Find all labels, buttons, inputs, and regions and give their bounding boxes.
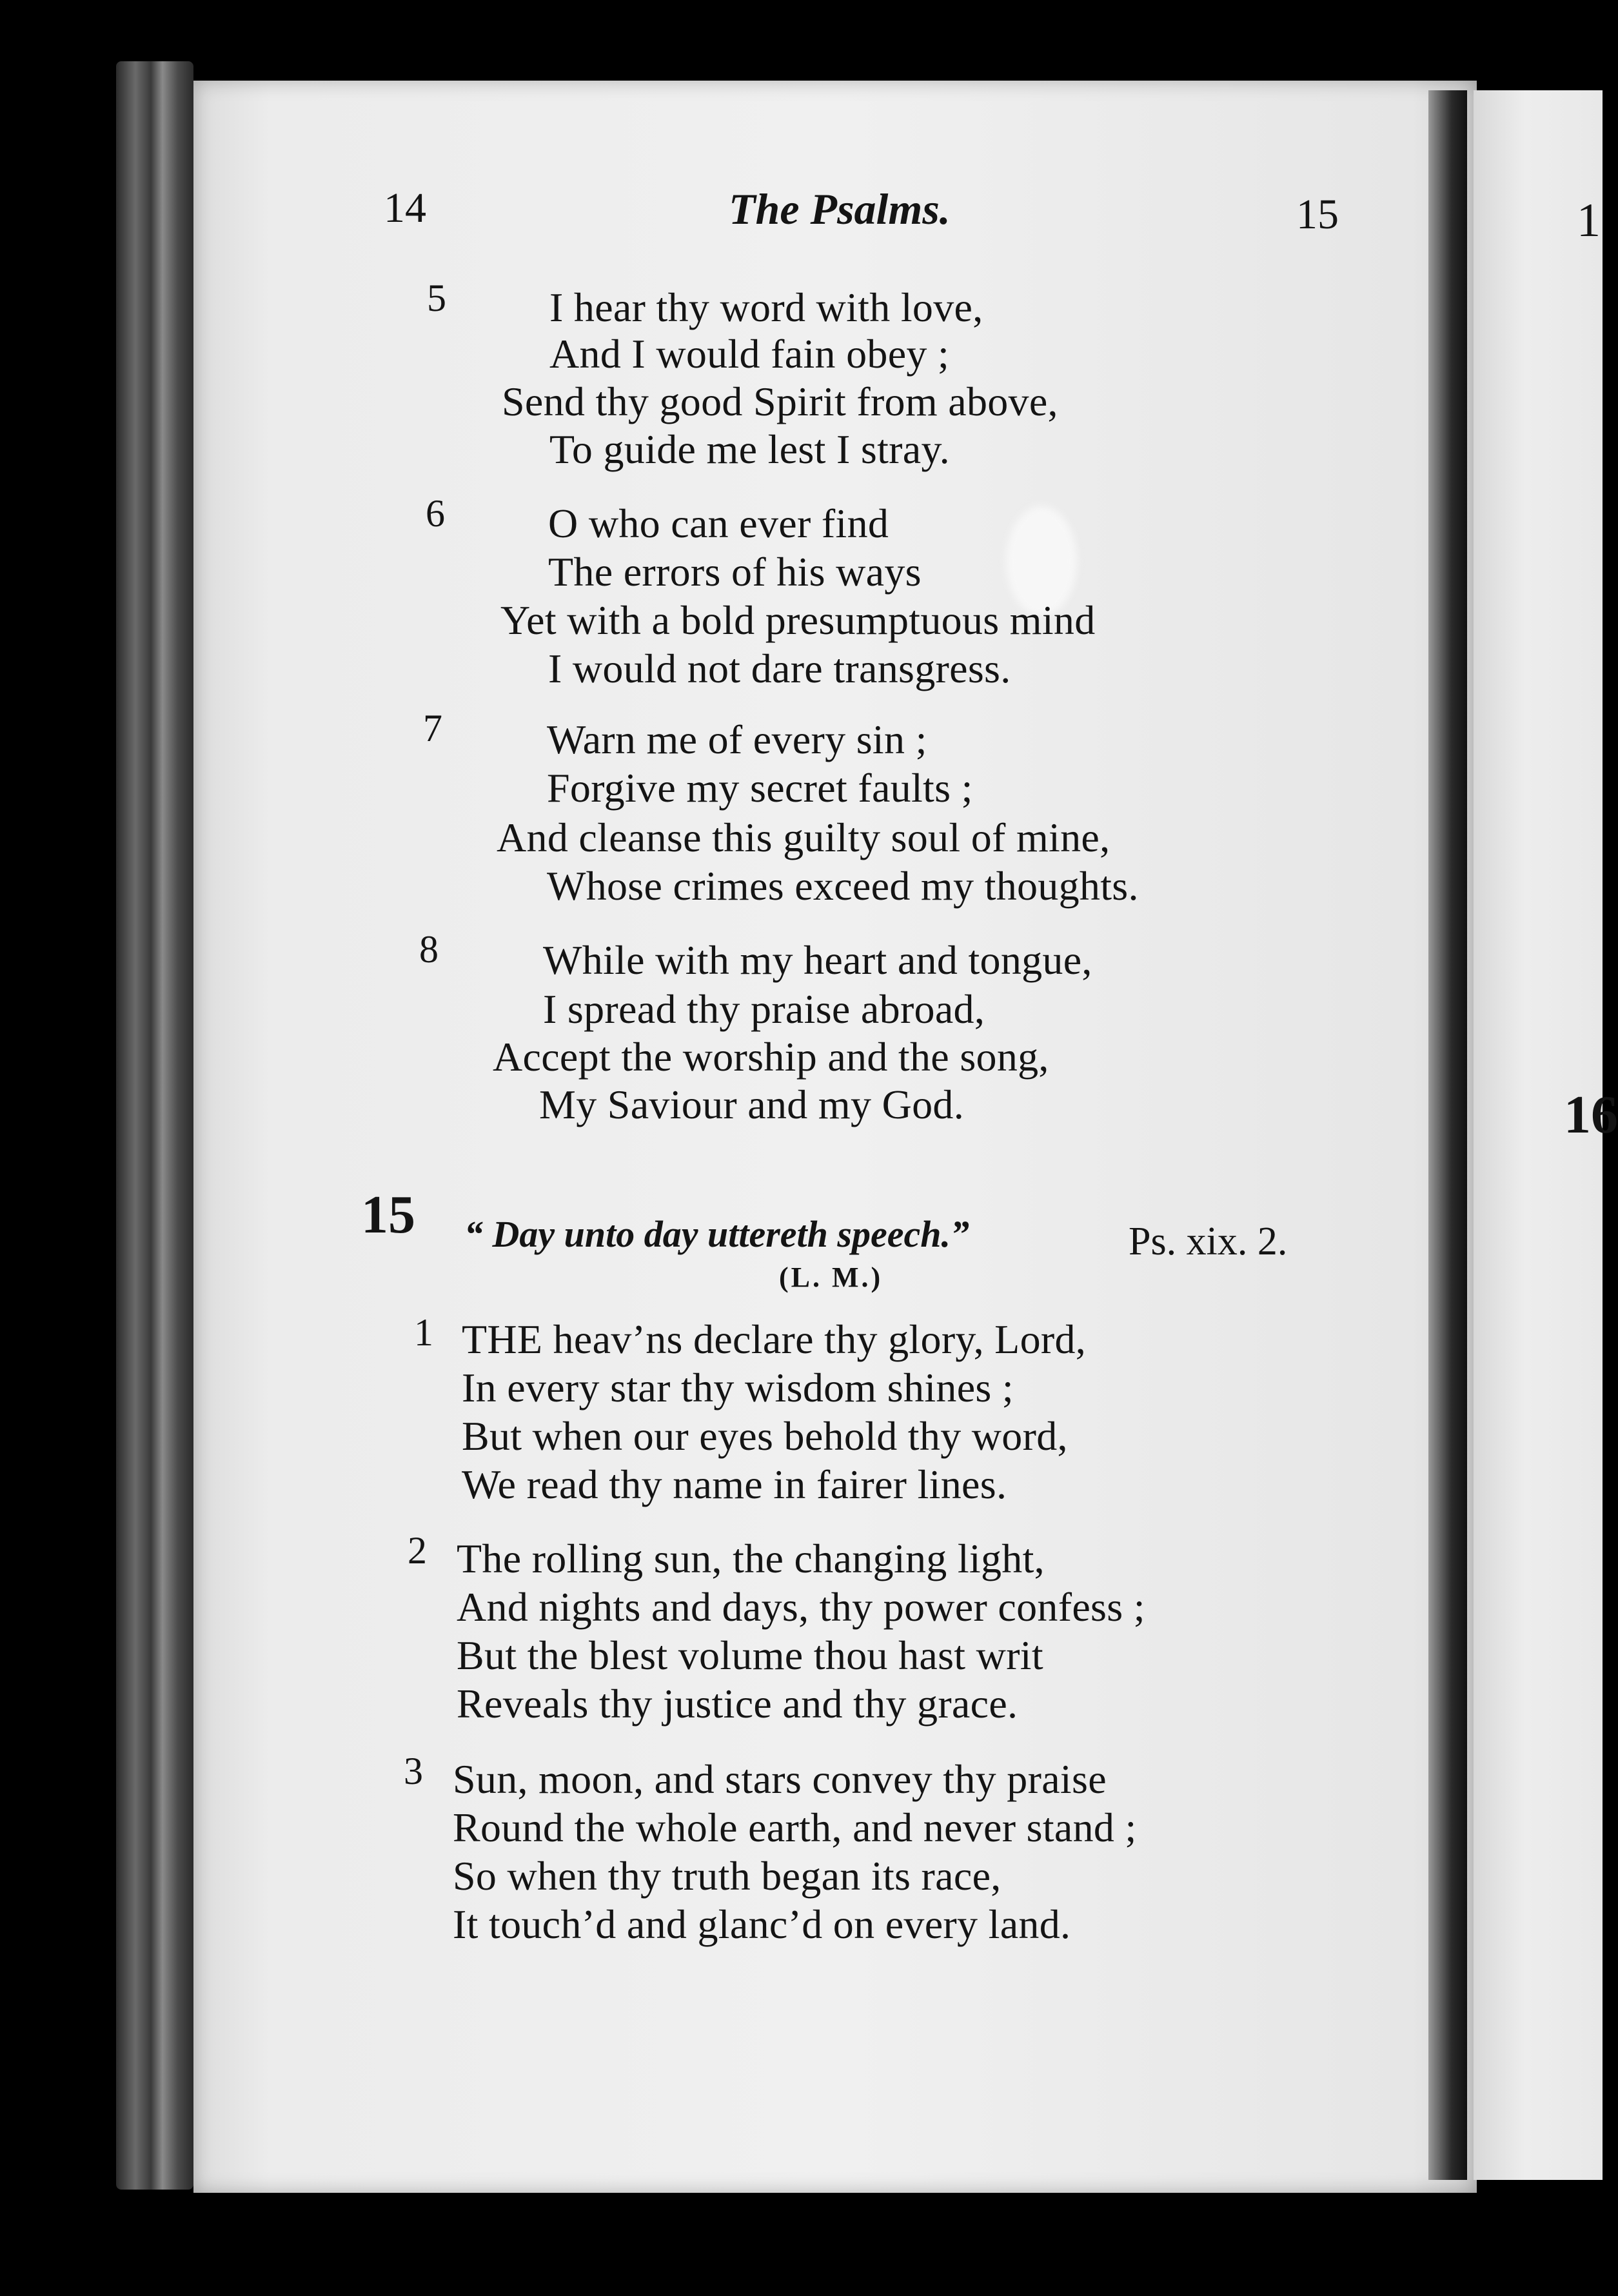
verse-line: Whose crimes exceed my thoughts. (547, 863, 1139, 909)
verse-number: 5 (427, 277, 446, 319)
verse-line: To guide me lest I stray. (549, 426, 950, 472)
verse-line: Reveals thy justice and thy grace. (457, 1681, 1018, 1727)
verse-line: Forgive my secret faults ; (547, 765, 973, 811)
verse-line: So when thy truth began its race, (453, 1853, 1001, 1899)
verse-line: It touch’d and glanc’d on every land. (453, 1901, 1071, 1947)
verse-line: But the blest volume thou hast writ (457, 1632, 1043, 1678)
verse-line: I spread thy praise abroad, (543, 986, 985, 1032)
verse-line: The errors of his ways (548, 549, 922, 595)
verse-line: Yet with a bold presumptuous mind (500, 597, 1096, 643)
verse-line: My Saviour and my God. (539, 1082, 965, 1127)
verse-number: 8 (419, 928, 439, 971)
verse-number: 6 (426, 492, 445, 535)
verse-line: Sun, moon, and stars convey thy praise (453, 1756, 1107, 1802)
facing-psalm-number: 16 (1564, 1085, 1618, 1145)
verse-line: Warn me of every sin ; (547, 717, 927, 762)
page-number-left: 14 (384, 184, 426, 232)
page-number-right: 15 (1296, 191, 1339, 238)
psalm-caption: “ Day unto day uttereth speech.” (464, 1213, 969, 1255)
facing-page-edge (1474, 90, 1618, 2180)
verse-line: I hear thy word with love, (549, 284, 983, 330)
verse-line: Accept the worship and the song, (493, 1034, 1049, 1080)
verse-number: 2 (408, 1529, 427, 1572)
facing-page-number: 1 (1577, 194, 1601, 247)
verse-line: THE heav’ns declare thy glory, Lord, (462, 1316, 1087, 1362)
psalm-number: 15 (361, 1185, 415, 1245)
verse-number: 1 (414, 1311, 433, 1354)
verse-line: And I would fain obey ; (549, 331, 950, 377)
verse-line: And cleanse this guilty soul of mine, (497, 815, 1110, 860)
verse-line: We read thy name in fairer lines. (462, 1461, 1007, 1507)
scripture-reference: Ps. xix. 2. (1129, 1220, 1288, 1263)
verse-line: Send thy good Spirit from above, (502, 379, 1058, 424)
verse-number: 3 (404, 1750, 423, 1792)
verse-line: But when our eyes behold thy word, (462, 1413, 1068, 1459)
verse-line: And nights and days, thy power confess ; (457, 1584, 1145, 1630)
page-gutter (1428, 90, 1467, 2180)
running-title: The Psalms. (729, 184, 951, 233)
verse-line: Round the whole earth, and never stand ; (453, 1805, 1137, 1850)
verse-line: The rolling sun, the changing light, (457, 1536, 1045, 1581)
verse-line: O who can ever find (548, 500, 889, 546)
verse-line: I would not dare transgress. (548, 646, 1011, 691)
verse-line: While with my heart and tongue, (543, 937, 1092, 983)
meter-label: (L. M.) (779, 1262, 883, 1293)
verse-number: 7 (423, 707, 442, 749)
book-binding (116, 61, 193, 2190)
verse-line: In every star thy wisdom shines ; (462, 1365, 1014, 1410)
